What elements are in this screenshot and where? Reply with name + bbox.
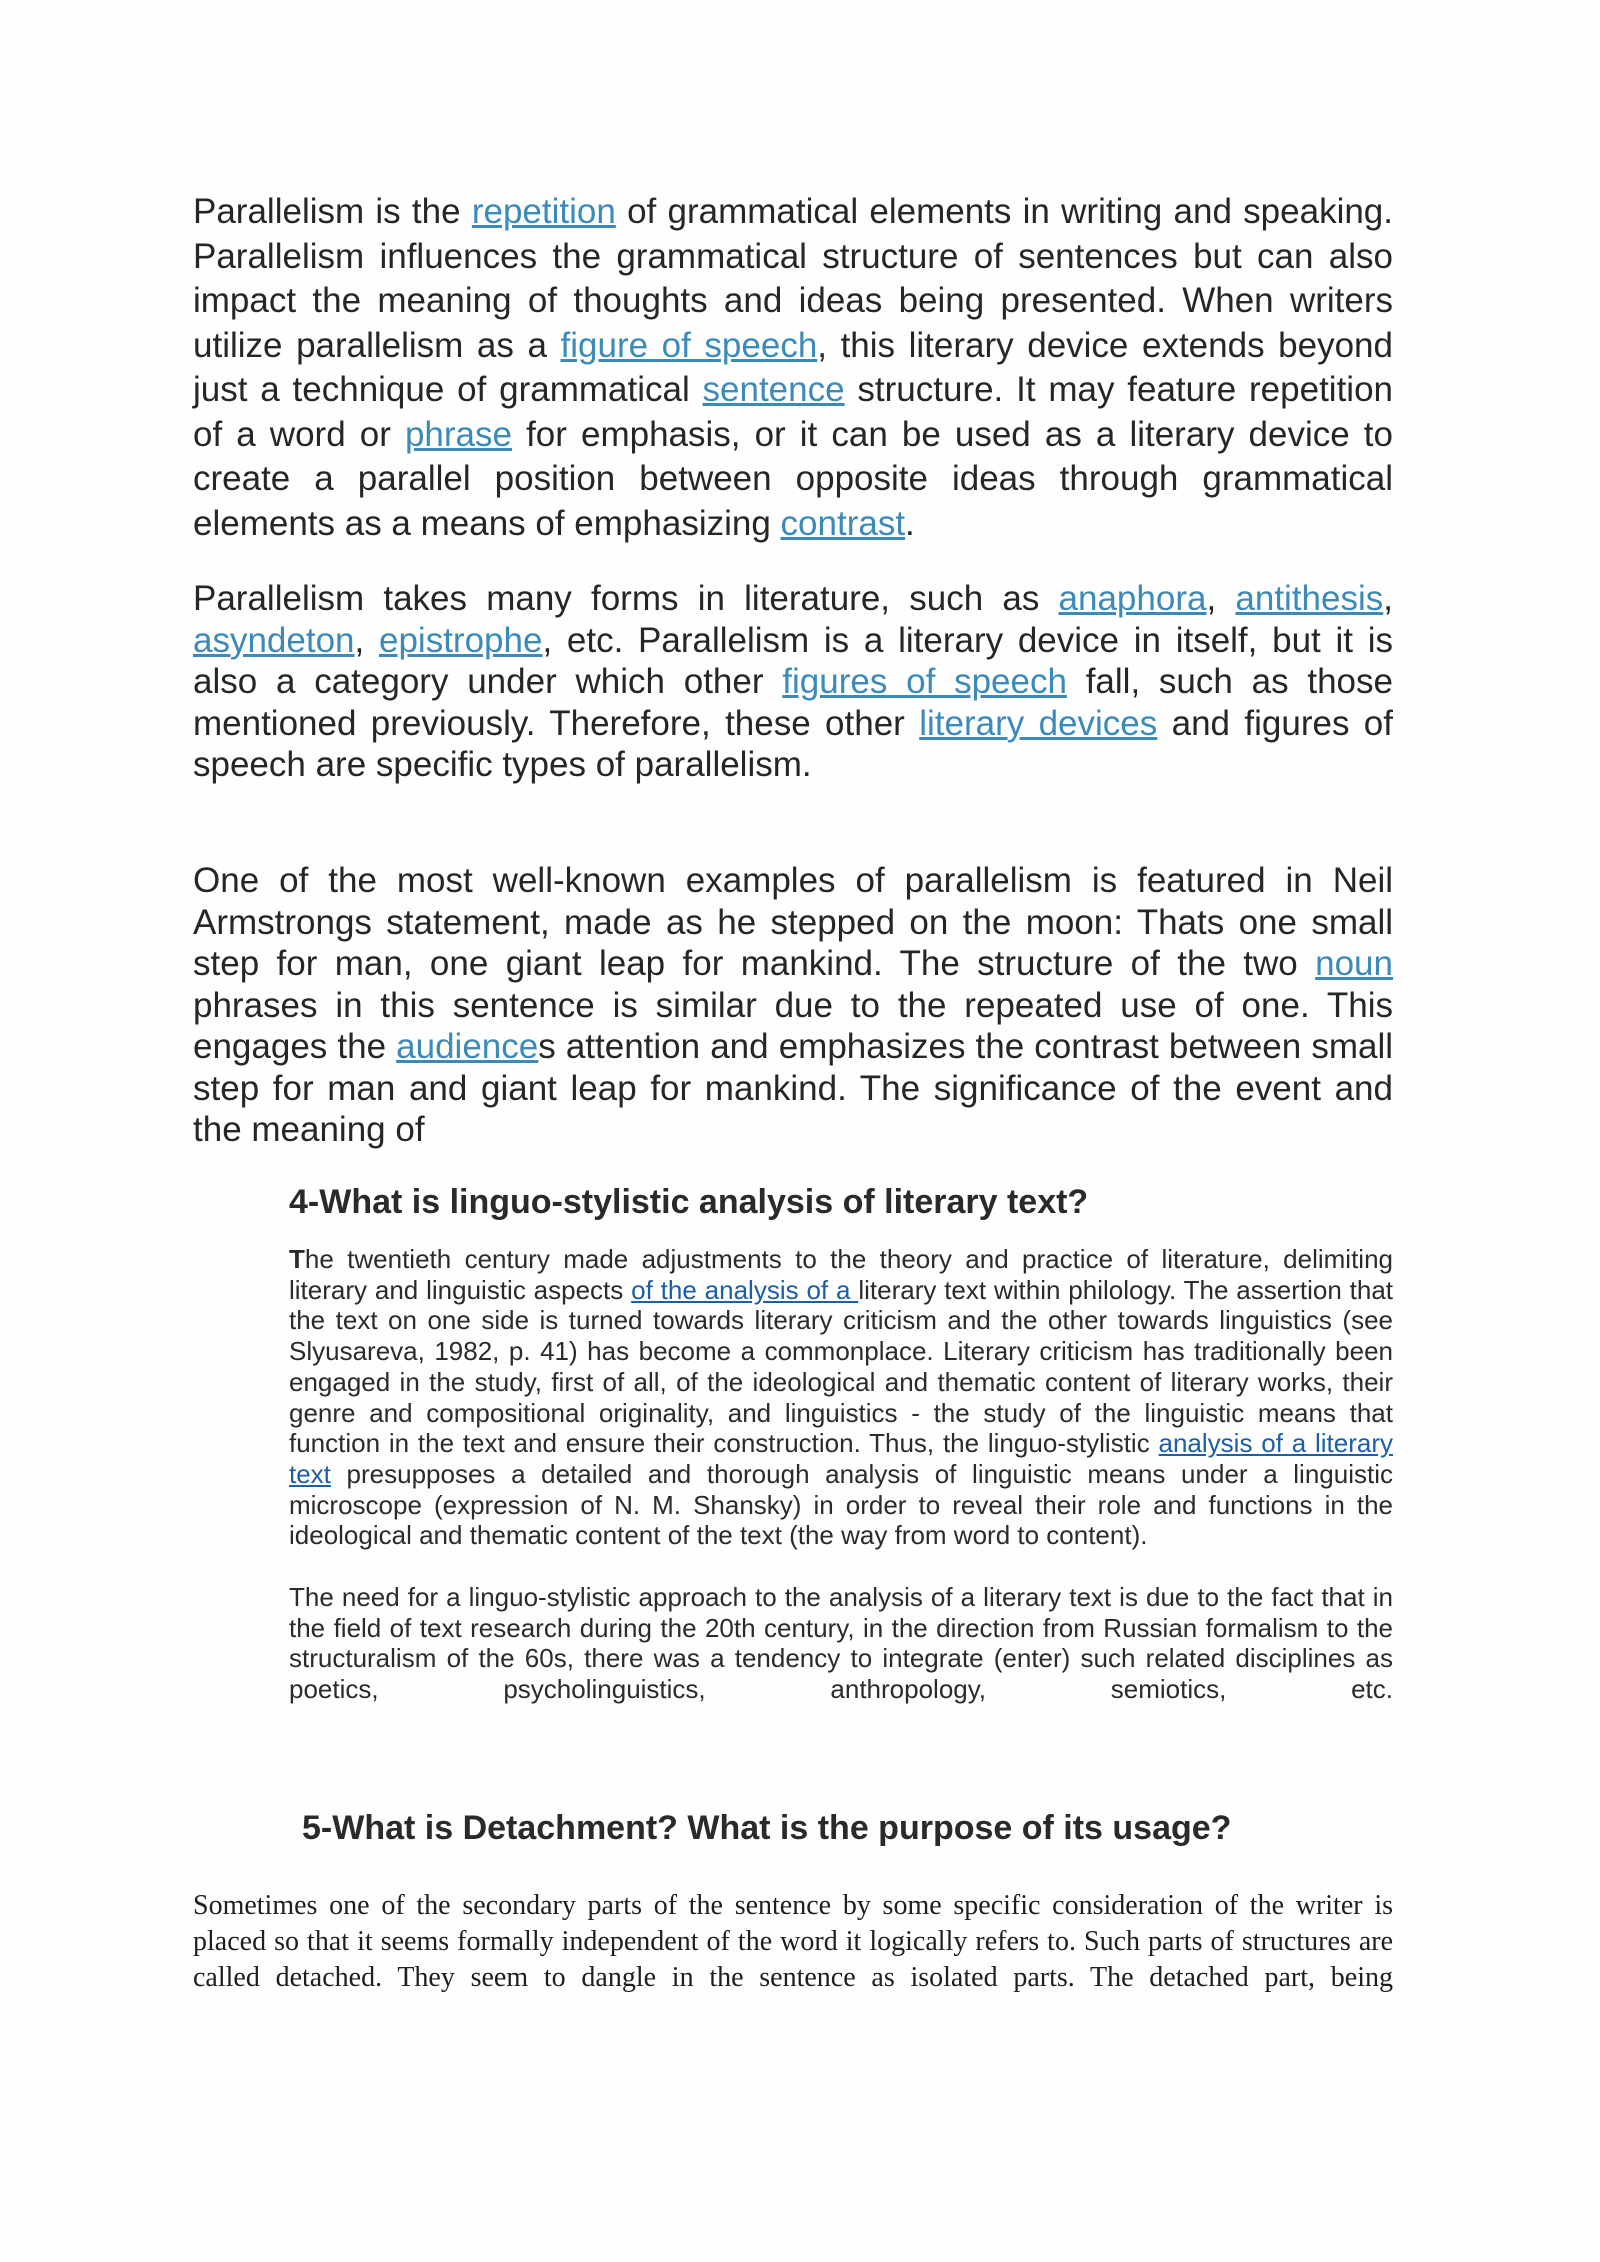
text: fall, such as those mentioned previously. Therefore, these other bbox=[193, 662, 1393, 743]
text: and figures of speech are specific types of parallelism. bbox=[193, 703, 1393, 784]
text: phrases in this sentence is similar due to the repeated use of one. This engages the bbox=[193, 985, 1393, 1066]
text: of grammatical elements in writing and speaking. Parallelism influences the grammatical structure of sentences but can also impact the meaning of thoughts and ideas being presented. When writers utilize parallelism as a bbox=[193, 192, 1393, 365]
text: , etc. Parallelism is a literary device in itself, but it is also a category under which other bbox=[193, 620, 1393, 701]
section-heading-4: 4-What is linguo-stylistic analysis of literary text? bbox=[289, 1183, 1089, 1221]
text: , bbox=[1206, 579, 1236, 618]
text: structure. It may feature repetition of a word or bbox=[193, 370, 1393, 454]
link-figure-of-speech[interactable]: figure of speech bbox=[560, 325, 818, 365]
paragraph-linguo-stylistic-need: The need for a linguo-stylistic approach to the analysis of a literary text is due to the fact that in the field of text research during the 20th century, in the direction from Russian formalism to the structuralism of the 60s, there was a tendency to integrate (enter) such related disciplines as poetics, psycholinguistics, anthropology, semiotics, etc. bbox=[289, 1582, 1393, 1705]
link-noun[interactable]: noun bbox=[1315, 944, 1393, 983]
link-sentence[interactable]: sentence bbox=[702, 370, 845, 409]
link-of-the-analysis[interactable]: of the analysis of a bbox=[631, 1274, 859, 1305]
paragraph-parallelism-definition bbox=[193, 190, 1393, 546]
paragraph-linguo-stylistic bbox=[289, 1244, 1393, 1551]
text: . bbox=[905, 503, 915, 543]
text: One of the most well-known examples of parallelism is featured in Neil Armstrongs statement, made as he stepped on the moon: Thats one small step for man, one giant leap for mankind. The structure of the two bbox=[193, 861, 1393, 983]
link-asyndeton[interactable]: asyndeton bbox=[193, 620, 355, 660]
text: s attention and emphasizes the contrast between small step for man and giant leap for mankind. The significance of the event and the meaning of bbox=[193, 1027, 1393, 1149]
paragraph-parallelism-forms bbox=[193, 578, 1393, 786]
paragraph-detachment: Sometimes one of the secondary parts of the sentence by some specific consideration of the writer is placed so that it seems formally independent of the word it logically refers to. Such parts of structures are called detached. They seem to dangle in the sentence as isolated parts. The detached part, being bbox=[193, 1890, 1393, 1993]
text: Parallelism is the bbox=[193, 192, 472, 231]
link-literary-devices[interactable]: literary devices bbox=[919, 703, 1158, 743]
link-repetition[interactable]: repetition bbox=[471, 192, 616, 231]
link-anaphora[interactable]: anaphora bbox=[1058, 579, 1207, 618]
text: for emphasis, or it can be used as a literary device to create a parallel position between opposite ideas through grammatical elements as a means of emphasizing bbox=[193, 414, 1393, 543]
link-contrast[interactable]: contrast bbox=[780, 503, 906, 543]
text: , bbox=[354, 620, 379, 660]
link-antithesis[interactable]: antithesis bbox=[1235, 579, 1384, 618]
text: Parallelism takes many forms in literature, such as bbox=[193, 579, 1059, 618]
link-figures-of-speech[interactable]: figures of speech bbox=[782, 662, 1067, 701]
text: , this literary device extends beyond just a technique of grammatical bbox=[193, 325, 1393, 409]
paragraph-armstrong-example bbox=[193, 860, 1393, 1151]
link-epistrophe[interactable]: epistrophe bbox=[378, 620, 543, 660]
text: , bbox=[1383, 579, 1393, 618]
drop-letter: T bbox=[289, 1244, 305, 1274]
section-heading-5: 5-What is Detachment? What is the purpose of its usage? bbox=[302, 1809, 1232, 1847]
text: literary text within philology. The assertion that the text on one side is turned towards literary criticism and the other towards linguistics (see Slyusareva, 1982, p. 41) has become a commonplace. Literary criticism has traditionally been engaged in the study, first of all, of the ideological and thematic content of literary works, their genre and compositional originality, and linguistics - the study of the linguistic means that function in the text and ensure their construction. Thus, the linguo-stylistic bbox=[289, 1274, 1393, 1459]
link-audience[interactable]: audience bbox=[396, 1027, 539, 1066]
link-phrase[interactable]: phrase bbox=[404, 414, 512, 454]
link-analysis-of-literary-text[interactable]: analysis of a literary text bbox=[289, 1428, 1393, 1489]
text: he twentieth century made adjustments to the theory and practice of literature, delimiting literary and linguistic aspects bbox=[289, 1244, 1393, 1305]
text: presupposes a detailed and thorough analysis of linguistic means under a linguistic microscope (expression of N. M. Shansky) in order to reveal their role and functions in the ideological and thematic content of the text (the way from word to content). bbox=[289, 1458, 1393, 1551]
